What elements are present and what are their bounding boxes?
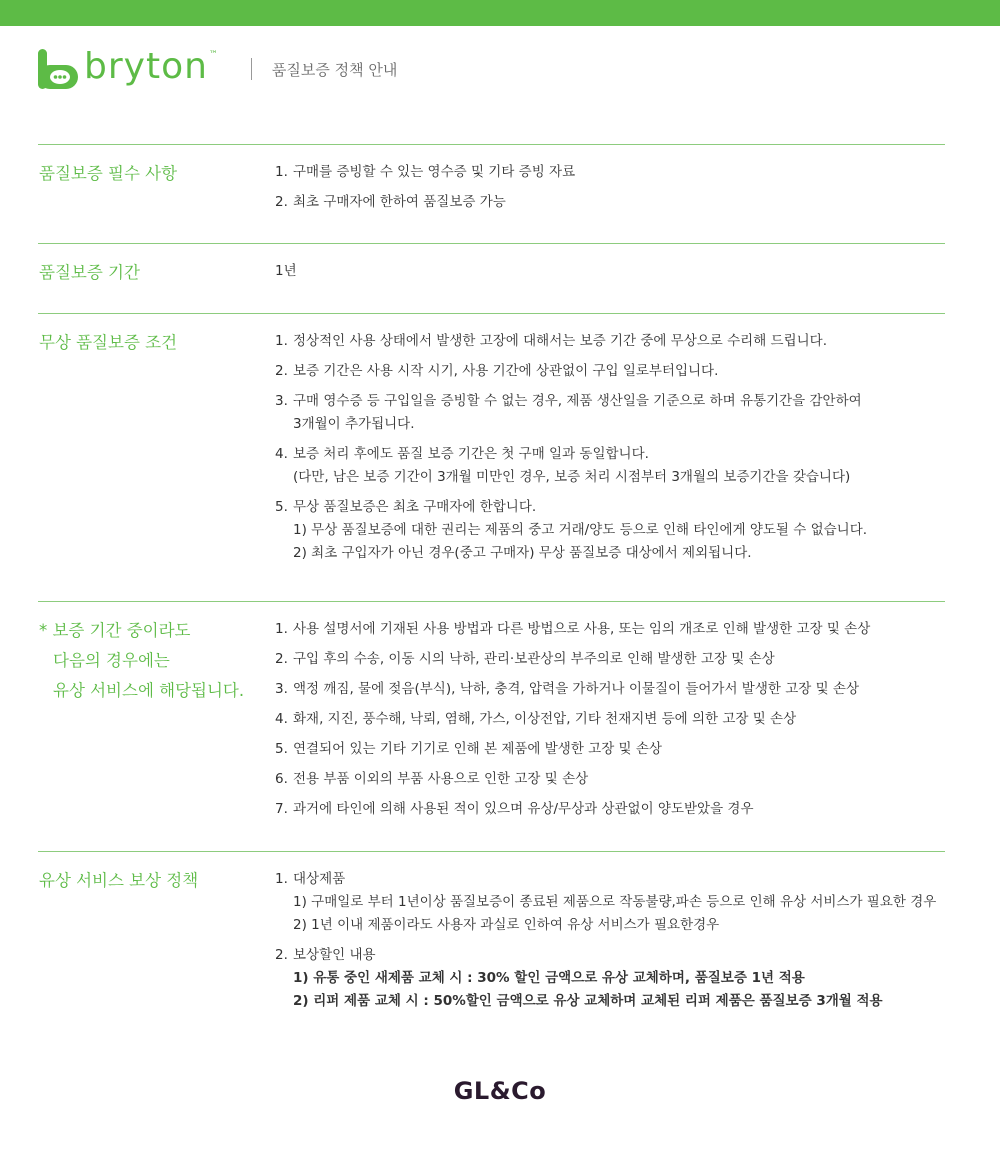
list-item [275, 708, 870, 731]
item-content [293, 798, 753, 821]
bryton-logo [38, 47, 219, 91]
section-required [38, 144, 945, 243]
item-line: 보상할인 내용 [293, 947, 376, 963]
section-free-warranty [38, 313, 945, 601]
section-period [38, 243, 945, 313]
item-line: 1) 유통 중인 새제품 교체 시 : 30% 할인 금액으로 유상 교체하며, 품질보증 1년 적용 [293, 970, 805, 986]
item-line: 2) 최초 구입자가 아닌 경우(중고 구매자) 무상 품질보증 대상에서 제외됩니다. [293, 545, 752, 561]
item-content [293, 648, 775, 671]
item-number: 2. [275, 651, 288, 667]
list-item [275, 618, 870, 641]
section-title: 유상 서비스 보상 정책 [39, 871, 199, 890]
section-title-line: 유상 서비스에 해당됩니다. [53, 681, 245, 700]
item-number: 4. [275, 446, 288, 462]
logo-wordmark: bryton™ [84, 46, 219, 87]
item-number: 2. [275, 947, 288, 963]
item-content [293, 708, 796, 731]
item-number: 3. [275, 393, 288, 409]
item-line: 액정 깨짐, 물에 젖음(부식), 낙하, 충격, 압력을 가하거나 이물질이 들어가서 발생한 고장 및 손상 [293, 681, 860, 697]
item-number: 5. [275, 741, 288, 757]
item-number: 3. [275, 681, 288, 697]
item-content [293, 390, 862, 436]
header [38, 44, 397, 94]
item-line: 1) 무상 품질보증에 대한 권리는 제품의 중고 거래/양도 등으로 인해 타인에게 양도될 수 없습니다. [293, 522, 868, 538]
footer-brand-logo: GL&Co [453, 1077, 547, 1105]
item-line: 2) 1년 이내 제품이라도 사용자 과실로 인하여 유상 서비스가 필요한경우 [293, 917, 720, 933]
item-number: 2. [275, 194, 288, 210]
section-title: 품질보증 기간 [39, 263, 140, 282]
list-item [275, 496, 867, 565]
top-accent-bar [0, 0, 1000, 26]
list-item [275, 161, 575, 184]
item-line: 구매를 증빙할 수 있는 영수증 및 기타 증빙 자료 [293, 164, 576, 180]
item-content [293, 618, 870, 641]
required-list [275, 161, 575, 221]
item-number: 5. [275, 499, 288, 515]
item-line: 구매 영수증 등 구입일을 증빙할 수 없는 경우, 제품 생산일을 기준으로 하며 유통기간을 감안하여 [293, 393, 862, 409]
list-item [275, 798, 870, 821]
list-item [275, 191, 575, 214]
item-line: 화재, 지진, 풍수해, 낙뢰, 염해, 가스, 이상전압, 기타 천재지변 등에 의한 고장 및 손상 [293, 711, 797, 727]
item-number: 1. [275, 164, 288, 180]
section-title-line: 다음의 경우에는 [53, 651, 170, 670]
period-value: 1년 [275, 263, 297, 279]
section-title: 무상 품질보증 조건 [39, 333, 178, 352]
bryton-logo-icon [38, 47, 78, 91]
item-line: (다만, 남은 보증 기간이 3개월 미만인 경우, 보증 처리 시점부터 3개월의 보증기간을 갖습니다) [293, 469, 851, 485]
section-paid-cases [38, 601, 945, 851]
list-item [275, 648, 870, 671]
header-divider [251, 58, 252, 80]
item-content [293, 868, 936, 937]
item-line: 대상제품 [293, 871, 346, 887]
list-item [275, 330, 867, 353]
free-warranty-list [275, 330, 867, 572]
item-number: 1. [275, 871, 288, 887]
section-title-line: * 보증 기간 중이라도 [39, 621, 191, 640]
item-content [293, 944, 883, 1013]
item-line: 연결되어 있는 기타 기기로 인해 본 제품에 발생한 고장 및 손상 [293, 741, 662, 757]
item-content [293, 161, 575, 184]
item-number: 7. [275, 801, 288, 817]
item-line: 3개월이 추가됩니다. [293, 416, 415, 432]
section-title [39, 616, 244, 706]
list-item [275, 738, 870, 761]
item-line: 보증 처리 후에도 품질 보증 기간은 첫 구매 일과 동일합니다. [293, 446, 649, 462]
list-item [275, 944, 936, 1013]
item-line: 보증 기간은 사용 시작 시기, 사용 기간에 상관없이 구입 일로부터입니다. [293, 363, 719, 379]
list-item [275, 443, 867, 489]
item-content [293, 496, 867, 565]
item-content [293, 191, 506, 214]
page-title: 품질보증 정책 안내 [271, 60, 398, 79]
item-line: 1) 구매일로 부터 1년이상 품질보증이 종료된 제품으로 작동불량,파손 등으로 인해 유상 서비스가 필요한 경우 [293, 894, 937, 910]
item-line: 2) 리퍼 제품 교체 시 : 50%할인 금액으로 유상 교체하며 교체된 리퍼 제품은 품질보증 3개월 적용 [293, 993, 883, 1009]
section-paid-policy [38, 851, 945, 1042]
item-number: 4. [275, 711, 288, 727]
item-line: 전용 부품 이외의 부품 사용으로 인한 고장 및 손상 [293, 771, 589, 787]
list-item [275, 678, 870, 701]
list-item [275, 360, 867, 383]
item-number: 6. [275, 771, 288, 787]
item-content [293, 738, 662, 761]
item-number: 2. [275, 363, 288, 379]
list-item [275, 868, 936, 937]
item-number: 1. [275, 621, 288, 637]
item-content [293, 360, 718, 383]
item-line: 과거에 타인에 의해 사용된 적이 있으며 유상/무상과 상관없이 양도받았을 경우 [293, 801, 754, 817]
item-line: 무상 품질보증은 최초 구매자에 한합니다. [293, 499, 537, 515]
item-line: 구입 후의 수송, 이동 시의 낙하, 관리·보관상의 부주의로 인해 발생한 고장 및 손상 [293, 651, 775, 667]
item-number: 1. [275, 333, 288, 349]
item-line: 사용 설명서에 기재된 사용 방법과 다른 방법으로 사용, 또는 임의 개조로 인해 발생한 고장 및 손상 [293, 621, 871, 637]
section-title: 품질보증 필수 사항 [39, 164, 178, 183]
item-content [293, 443, 850, 489]
paid-policy-list [275, 868, 936, 1020]
list-item [275, 768, 870, 791]
item-line: 정상적인 사용 상태에서 발생한 고장에 대해서는 보증 기간 중에 무상으로 수리해 드립니다. [293, 333, 828, 349]
item-content [293, 330, 827, 353]
paid-cases-list [275, 618, 870, 828]
list-item [275, 390, 867, 436]
item-content [293, 678, 859, 701]
item-content [293, 768, 588, 791]
item-line: 최초 구매자에 한하여 품질보증 가능 [293, 194, 506, 210]
